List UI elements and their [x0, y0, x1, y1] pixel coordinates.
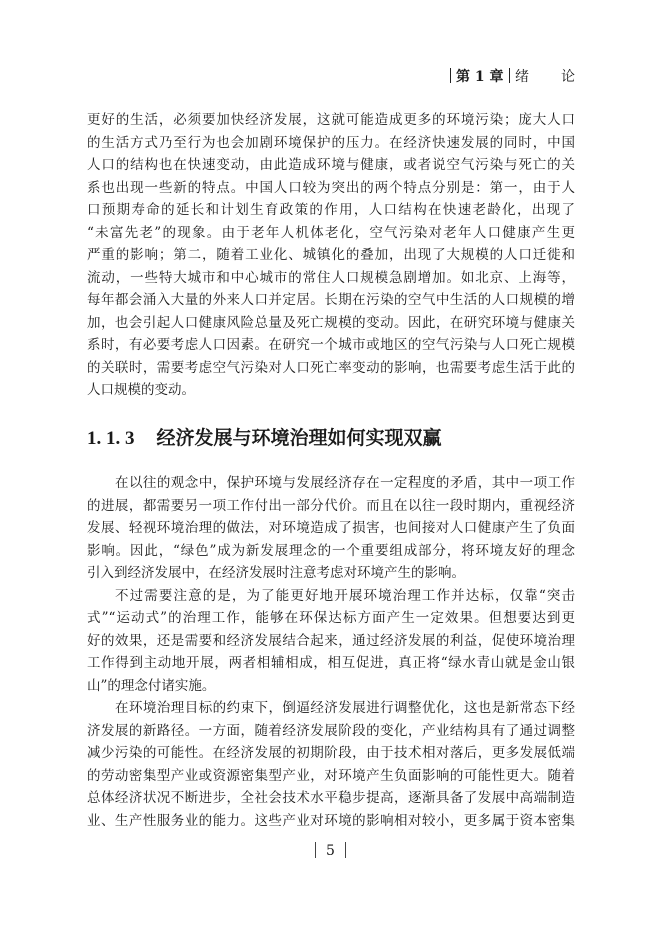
page-number: 5: [326, 843, 335, 859]
text-line: 工作得到主动地开展，两者相辅相成，相互促进，真正将“绿水青山就是金山银: [87, 655, 575, 671]
text-line: 好的效果，还是需要和经济发展结合起来，通过经济发展的利益，促使环境治理: [87, 632, 575, 649]
section-heading: [87, 424, 442, 453]
text-line: 系也出现一些新的特点。中国人口较为突出的两个特点分别是：第一，由于人: [87, 179, 575, 196]
running-header: [445, 66, 576, 86]
text-line: 减少污染的可能性。在经济发展的初期阶段，由于技术相对落后，更多发展低端: [87, 745, 575, 761]
header-divider: [509, 68, 511, 83]
chapter-label: 第 1 章: [456, 69, 504, 85]
page-footer: [0, 842, 661, 859]
text-line: 流动，一些特大城市和中心城市的常住人口规模急剧增加。如北京、上海等，: [87, 269, 575, 286]
text-line: 在以往的观念中，保护环境与发展经济存在一定程度的矛盾，其中一项工作: [115, 475, 575, 491]
text-line: 不过需要注意的是，为了能更好地开展环境治理工作并达标，仅靠“突击: [115, 587, 575, 604]
section-title: 经济发展与环境治理如何实现双赢: [156, 427, 442, 449]
text-line: 的生活方式乃至行为也会加剧环境保护的压力。在经济快速发展的同时，中国: [87, 134, 575, 151]
text-line: 影响。因此，“绿色”成为新发展理念的一个重要组成部分，将环境友好的理念: [87, 542, 575, 559]
footer-divider: [315, 842, 317, 858]
text-line: 加，也会引起人口健康风险总量及死亡规模的变动。因此，在研究环境与健康关: [87, 314, 575, 331]
footer-divider: [345, 842, 347, 858]
text-line: 系时，有必要考虑人口因素。在研究一个城市或地区的空气污染与人口死亡规模: [87, 337, 575, 353]
text-line: 总体经济状况不断进步，全社会技术水平稳步提高，逐渐具备了发展中高端制造: [87, 790, 575, 806]
header-divider: [450, 68, 452, 83]
section-number: 1. 1. 3: [87, 428, 135, 449]
text-line: 式”“运动式”的治理工作，能够在环保达标方面产生一定效果。但想要达到更: [87, 610, 575, 626]
text-line: 严重的影响；第二，随着工业化、城镇化的叠加，出现了大规模的人口迁徙和: [87, 247, 575, 263]
chapter-title-part2: 论: [561, 69, 575, 85]
text-line: 发展、轻视环境治理的做法，对环境造成了损害，也间接对人口健康产生了负面: [87, 520, 575, 536]
text-line: 在环境治理目标的约束下，倒逼经济发展进行调整优化，这也是新常态下经: [115, 700, 575, 716]
text-line: 人口的结构也在快速变动，由此造成环境与健康，或者说空气污染与死亡的关: [87, 157, 575, 173]
text-line: 济发展的新路径。一方面，随着经济发展阶段的变化，产业结构具有了通过调整: [87, 722, 575, 739]
text-line: 的劳动密集型产业或资源密集型产业，对环境产生负面影响的可能性更大。随着: [87, 767, 575, 784]
text-line: 山”的理念付诸实施。: [87, 677, 216, 694]
text-line: 的关联时，需要考虑空气污染对人口死亡率变动的影响，也需要考虑生活于此的: [87, 359, 575, 376]
text-line: 口预期寿命的延长和计划生育政策的作用，人口结构在快速老龄化，出现了: [87, 202, 575, 218]
text-line: “未富先老”的现象。由于老年人机体老化，空气污染对老年人口健康产生更: [87, 224, 575, 241]
text-line: 业、生产性服务业的能力。这些产业对环境的影响相对较小，更多属于资本密集: [87, 812, 575, 829]
text-line: 每年都会涌入大量的外来人口并定居。长期在污染的空气中生活的人口规模的增: [87, 292, 575, 308]
body-paragraphs: [87, 472, 575, 832]
text-line: 的进展，都需要另一项工作付出一部分代价。而且在以往一段时期内，重视经济: [87, 497, 575, 514]
text-line: 人口规模的变动。: [87, 382, 195, 398]
chapter-title-part1: 绪: [515, 69, 529, 85]
paragraph-1: [87, 109, 575, 402]
text-line: 更好的生活，必须要加快经济发展，这就可能造成更多的环境污染；庞大人口: [87, 112, 575, 128]
text-line: 引入到经济发展中，在经济发展时注意考虑对环境产生的影响。: [87, 565, 465, 581]
